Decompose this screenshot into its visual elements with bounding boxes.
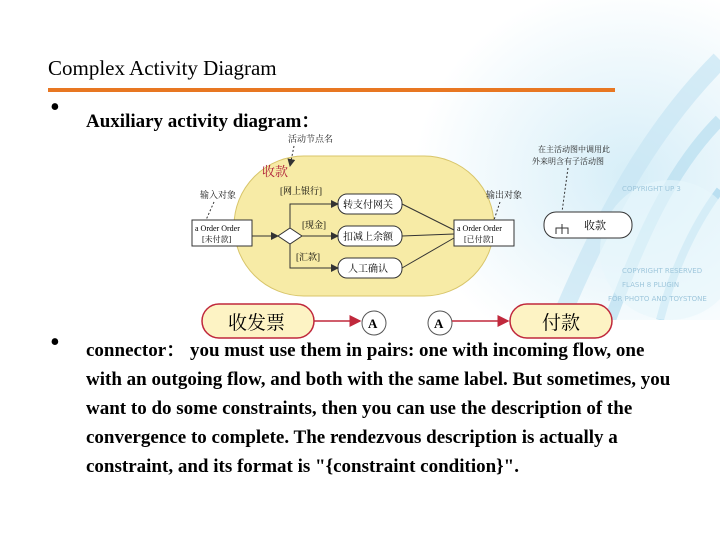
input-object-state: [未付款]	[202, 235, 232, 244]
action-confirm-label: 人工确认	[348, 264, 388, 275]
callout-main-diagram-2: 外来明含有子活动图	[532, 157, 604, 166]
connector-a-right-label: A	[434, 316, 444, 331]
title-underline	[48, 88, 615, 92]
guard-cash: [现金]	[302, 220, 326, 230]
output-object-name: a Order Order	[457, 224, 502, 233]
bullet-auxiliary: Auxiliary activity diagram：	[86, 111, 321, 132]
action-transfer-label: 转支付网关	[343, 200, 393, 211]
bullet-connector: connector： you must use them in pairs: one with incoming flow, one with an outgoing flow, and both with the same label. But sometimes, you want to do some constraints, then you can use the description of the convergence to complete. The rendezvous description is actually a constraint, and its format is "{constraint condition}".	[86, 340, 671, 477]
bullet-dot-1: •	[50, 92, 60, 123]
sub-activity-label: 收款	[584, 220, 606, 232]
connector-right-label: 付款	[542, 313, 581, 334]
callout-output-object: 输出对象	[486, 190, 523, 200]
callout-main-diagram: 在主活动图中调用此	[538, 145, 610, 154]
guard-online-bank: [网上银行]	[280, 186, 322, 196]
input-object-name: a Order Order	[195, 224, 240, 233]
connector-left-label: 收发票	[228, 313, 286, 334]
watermark-line1: COPYRIGHT RESERVED	[622, 267, 703, 275]
watermark-line2: FLASH 8 PLUGIN	[622, 281, 680, 289]
connector-a-left-label: A	[368, 316, 378, 331]
callout-input-object: 输入对象	[200, 190, 237, 200]
output-object-state: [已付款]	[464, 235, 494, 244]
guard-remit: [汇款]	[296, 252, 320, 262]
slide-title: Complex Activity Diagram	[48, 56, 277, 80]
activity-name: 收款	[262, 164, 289, 179]
callout-activity-node: 活动节点名	[288, 134, 334, 144]
activity-diagram	[190, 128, 640, 300]
action-deduct-label: 扣减上余额	[343, 232, 393, 243]
watermark-line3: FOR PHOTO AND TOYSTONE	[608, 295, 707, 303]
bullet-dot-2: •	[50, 327, 60, 358]
watermark-line4: COPYRIGHT UP 3	[622, 185, 681, 193]
